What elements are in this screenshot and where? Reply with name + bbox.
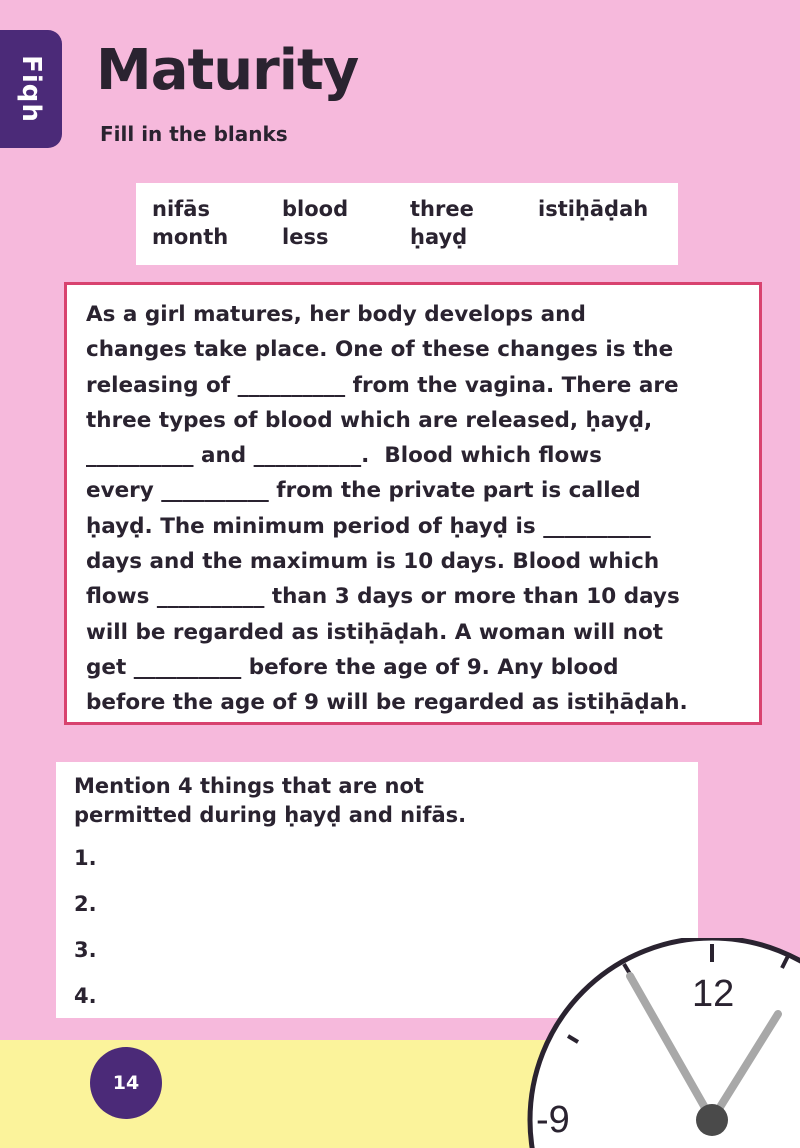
instruction-text: Fill in the blanks [100,122,288,146]
passage-line: before the age of 9 will be regarded as istiḥāḍah. [86,690,688,716]
word-bank-item: three [410,197,474,221]
answer-item-3: 3. [74,938,97,962]
passage-line: will be regarded as istiḥāḍah. A woman will not [86,619,663,645]
clock-numeral-12: 12 [692,973,735,1015]
answer-item-4: 4. [74,984,97,1008]
word-bank [136,183,678,265]
word-bank-item: ḥayḍ [410,225,468,249]
passage-line: flows __________ than 3 days or more than 10 days [86,584,680,610]
section-tab-label: Fiqh [16,55,47,123]
fill-in-passage [64,282,762,725]
page-title: Maturity [96,38,359,103]
question-line: Mention 4 things that are not [74,774,424,798]
clock-center [696,1104,728,1136]
clock-numeral-9: -9 [536,1099,570,1141]
word-bank-item: istiḥāḍah [538,197,649,221]
answer-item-1: 1. [74,846,97,870]
section-tab [0,30,62,148]
page-number: 14 [112,1072,140,1094]
word-bank-item: nifās [152,197,210,221]
passage-line: three types of blood which are released, ḥayḍ, [86,407,653,433]
page-number-badge [90,1047,162,1119]
passage-line: ḥayḍ. The minimum period of ḥayḍ is __________ [86,513,651,539]
passage-line: changes take place. One of these changes is the [86,337,674,363]
answer-item-2: 2. [74,892,97,916]
question-line: permitted during ḥayḍ and nifās. [74,803,467,827]
passage-line: days and the maximum is 10 days. Blood which [86,549,660,575]
passage-line: __________ and __________. Blood which flows [86,443,602,469]
clock-icon [520,938,800,1148]
word-bank-item: month [152,225,229,249]
passage-line: every __________ from the private part is called [86,478,641,504]
passage-line: releasing of __________ from the vagina. There are [86,372,679,398]
passage-line: get __________ before the age of 9. Any blood [86,654,619,680]
word-bank-item: blood [282,197,349,221]
word-bank-item: less [282,225,329,249]
passage-line: As a girl matures, her body develops and [86,302,586,327]
